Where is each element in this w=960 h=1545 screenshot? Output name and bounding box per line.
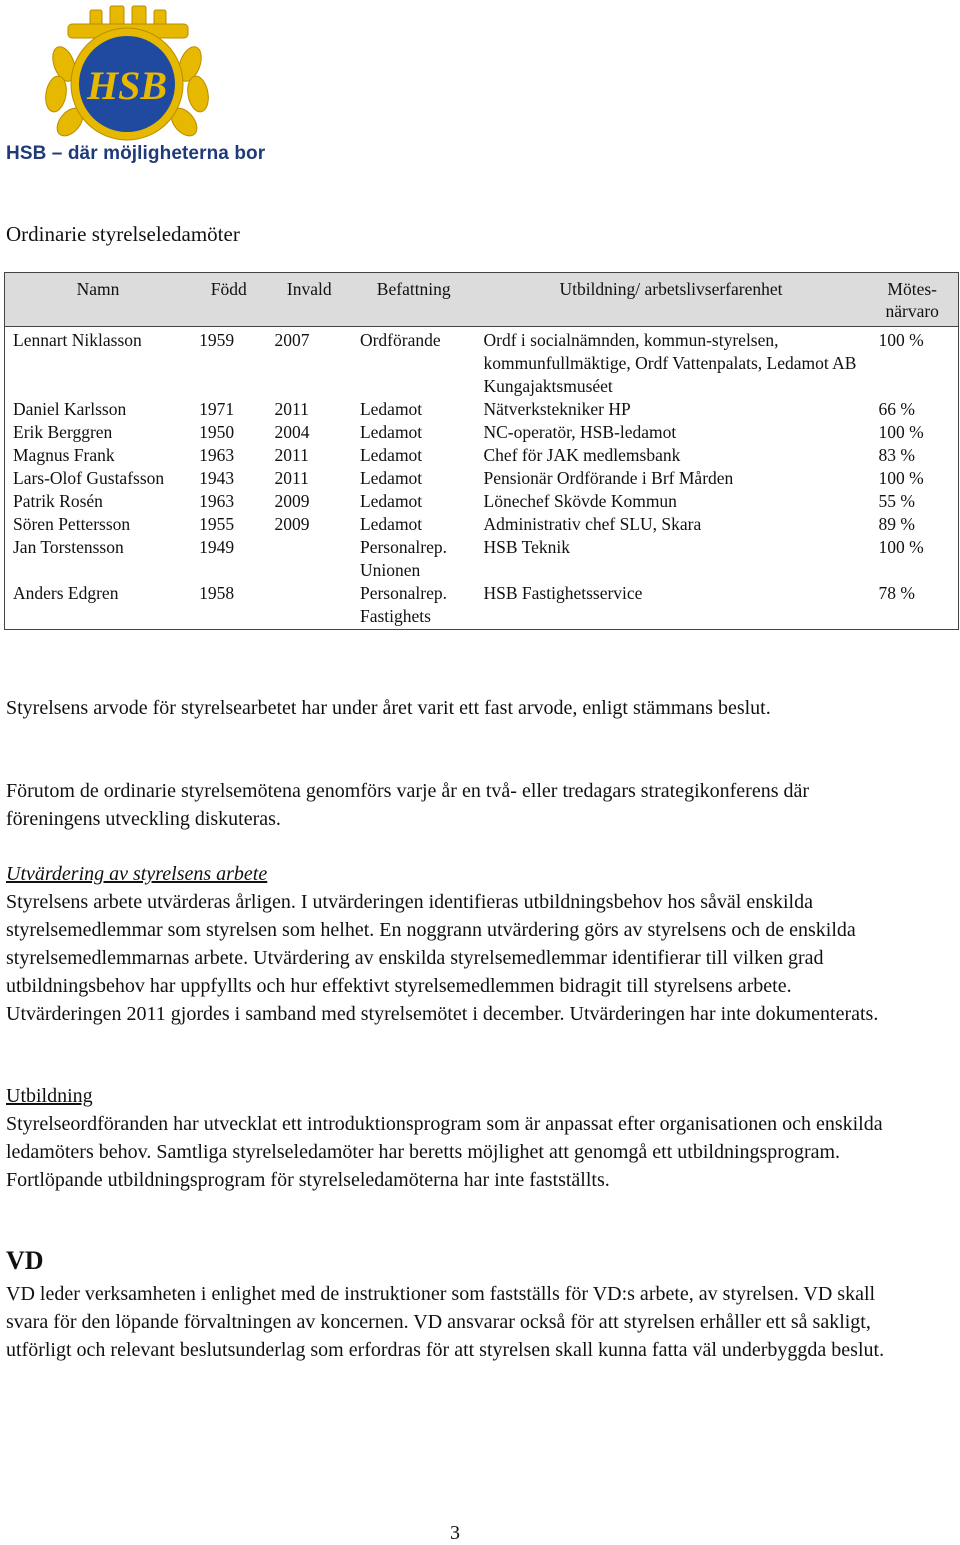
cell-experience: HSB Teknik <box>483 537 570 557</box>
cell-role: Personalrep. Fastighets <box>352 582 476 630</box>
table-row <box>5 490 959 513</box>
cell-elected: 2009 <box>274 514 310 534</box>
fee-paragraph: Styrelsens arvode för styrelsearbetet har under året varit ett fast arvode, enligt stämmans beslut. <box>6 697 771 719</box>
evaluation-text: Styrelsens arbete utvärderas årligen. I utvärderingen identifieras utbildningsbehov hos såväl enskilda styrelsemedlemmar som styrelsen som helhet. En noggrann utvärdering görs av styrelsens och de enskilda styrelsemedlemmarnas arbete. Utvärdering av enskilda styrelsemedlemmar identifierar till vilken grad utbildningsbehov har uppfyllts och hur effektivt styrelsemedlemmen bidragit till styrelsens arbete. Utvärderingen 2011 gjordes i samband med styrelsemötet i december. Utvärderingen har inte dokumenterats. <box>6 891 879 1025</box>
section-title: Ordinarie styrelseledamöter <box>6 222 240 246</box>
cell-role: Personalrep. Unionen <box>359 537 447 580</box>
education-section <box>6 1082 906 1194</box>
education-text: Styrelseordföranden har utvecklat ett introduktionsprogram som är anpassat efter organisationen och enskilda ledamöters behov. Samtliga styrelseledamöter har beretts möjlighet att genomgå ett utbildningsprogram. Fortlöpande utbildningsprogram för styrelseledamöterna har inte fastställts. <box>6 1113 883 1191</box>
cell-attendance: 100 % <box>866 467 958 490</box>
hsb-logo <box>6 4 246 166</box>
cell-born: 1959 <box>191 327 266 399</box>
cell-born: 1950 <box>199 422 235 442</box>
cell-attendance: 100 % <box>866 421 958 444</box>
conference-paragraph: Förutom de ordinarie styrelsemötena genomförs varje år en två- eller tredagars strategikonferens där föreningens utveckling diskuteras. <box>6 780 810 830</box>
table-row <box>5 513 959 536</box>
education-heading: Utbildning <box>6 1085 93 1107</box>
table-row <box>5 582 959 630</box>
table-row <box>5 327 959 399</box>
vd-paragraph: VD leder verksamheten i enlighet med de instruktioner som fastställs för VD:s arbete, av styrelsen. VD skall svara för den löpande förvaltningen av koncernen. VD ansvarar också för att styrelsen erhåller ett så sakligt, utförligt och relevant beslutsunderlag som erfordras för att styrelsen skall kunna fatta väl underbyggda beslut. <box>6 1283 885 1361</box>
table-header-row <box>5 273 959 327</box>
table-row <box>5 421 959 444</box>
evaluation-heading: Utvärdering av styrelsens arbete <box>6 863 268 885</box>
header-attendance-line2: närvaro <box>885 301 939 321</box>
cell-role: Ledamot <box>359 491 423 511</box>
cell-experience: NC-operatör, HSB-ledamot <box>483 422 677 442</box>
cell-name: Anders Edgren <box>5 582 192 630</box>
cell-elected: 2011 <box>274 445 309 465</box>
cell-role: Ledamot <box>359 514 423 534</box>
cell-experience: Ordf i socialnämnden, kommun-styrelsen, kommunfullmäktige, Ordf Vattenpalats, Ledamot AB Kungajaktsmuséet <box>476 327 867 399</box>
cell-born: 1958 <box>191 582 266 630</box>
cell-experience: Lönechef Skövde Kommun <box>483 491 677 511</box>
cell-born: 1949 <box>199 537 235 557</box>
cell-name: Patrik Rosén <box>5 490 192 513</box>
header-attendance-line1: Mötes- <box>887 279 937 299</box>
cell-elected: 2011 <box>274 399 309 419</box>
cell-elected <box>267 582 352 630</box>
cell-name: Jan Torstensson <box>5 536 192 582</box>
header-name: Namn <box>5 273 192 327</box>
cell-attendance: 83 % <box>866 444 958 467</box>
cell-role: Ledamot <box>359 468 423 488</box>
cell-name: Lennart Niklasson <box>5 327 192 399</box>
cell-experience: Administrativ chef SLU, Skara <box>483 514 702 534</box>
hsb-emblem-icon <box>6 4 246 149</box>
cell-born: 1971 <box>199 399 235 419</box>
header-attendance <box>866 273 958 327</box>
table-row <box>5 536 959 582</box>
cell-attendance: 100 % <box>866 536 958 582</box>
cell-elected <box>267 536 352 582</box>
table-row <box>5 398 959 421</box>
cell-born: 1963 <box>199 491 235 511</box>
cell-elected: 2009 <box>274 491 310 511</box>
cell-name: Lars-Olof Gustafsson <box>5 467 192 490</box>
cell-experience: Chef för JAK medlemsbank <box>483 445 681 465</box>
table-row <box>5 444 959 467</box>
header-experience: Utbildning/ arbetslivserfarenhet <box>476 273 867 327</box>
cell-elected: 2011 <box>274 468 309 488</box>
logo-tagline: HSB – där möjligheterna bor <box>6 143 266 164</box>
cell-born: 1955 <box>199 514 235 534</box>
cell-attendance: 66 % <box>866 398 958 421</box>
board-members-table <box>4 272 959 630</box>
cell-name: Daniel Karlsson <box>5 398 192 421</box>
cell-attendance: 55 % <box>866 490 958 513</box>
svg-text:HSB: HSB <box>86 63 168 108</box>
cell-attendance: 89 % <box>866 513 958 536</box>
header-born: Född <box>191 273 266 327</box>
cell-role: Ledamot <box>359 422 423 442</box>
header-elected: Invald <box>267 273 352 327</box>
cell-role: Ledamot <box>359 399 423 419</box>
evaluation-section <box>6 860 906 1028</box>
vd-heading: VD <box>6 1246 44 1275</box>
cell-role: Ledamot <box>359 445 423 465</box>
cell-born: 1943 <box>199 468 235 488</box>
cell-elected: 2007 <box>267 327 352 399</box>
cell-experience: HSB Fastighetsservice <box>476 582 867 630</box>
cell-name: Sören Pettersson <box>5 513 192 536</box>
cell-name: Erik Berggren <box>5 421 192 444</box>
cell-experience: Nätverkstekniker HP <box>483 399 631 419</box>
cell-role: Ordförande <box>352 327 476 399</box>
page-number: 3 <box>450 1522 460 1544</box>
cell-attendance: 78 % <box>866 582 958 630</box>
cell-attendance: 100 % <box>866 327 958 399</box>
cell-born: 1963 <box>199 445 235 465</box>
cell-elected: 2004 <box>274 422 310 442</box>
header-role: Befattning <box>352 273 476 327</box>
cell-name: Magnus Frank <box>5 444 192 467</box>
cell-experience: Pensionär Ordförande i Brf Mården <box>483 468 734 488</box>
table-row <box>5 467 959 490</box>
